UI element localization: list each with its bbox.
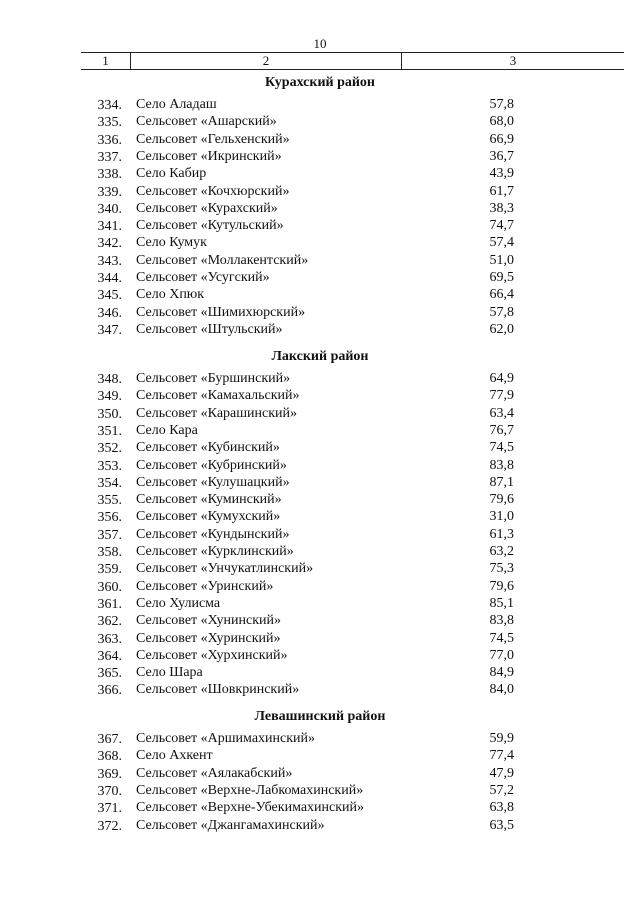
row-number: 342. bbox=[97, 236, 122, 252]
row-value: 77,0 bbox=[489, 647, 514, 663]
row-name: Сельсовет «Верхне-Убекимахинский» bbox=[136, 800, 365, 816]
table-row bbox=[0, 422, 640, 440]
row-name: Сельсовет «Кочхюрский» bbox=[136, 183, 290, 199]
row-number: 368. bbox=[97, 749, 122, 765]
row-value: 31,0 bbox=[489, 509, 514, 525]
section-title: Курахский район bbox=[264, 75, 376, 90]
row-number: 354. bbox=[97, 475, 122, 491]
row-value: 36,7 bbox=[489, 148, 514, 164]
table-row bbox=[0, 612, 640, 630]
row-name: Сельсовет «Шимихюрский» bbox=[136, 304, 306, 320]
row-number: 347. bbox=[97, 322, 122, 338]
row-number: 372. bbox=[97, 818, 122, 834]
table-row bbox=[0, 269, 640, 287]
table-row bbox=[0, 595, 640, 613]
table-row bbox=[0, 664, 640, 682]
row-number: 359. bbox=[97, 562, 122, 578]
row-value: 84,0 bbox=[489, 682, 514, 698]
table-row bbox=[0, 491, 640, 509]
table-row bbox=[0, 474, 640, 492]
row-number: 351. bbox=[97, 423, 122, 439]
row-value: 63,5 bbox=[489, 817, 514, 833]
row-name: Сельсовет «Унчукатлинский» bbox=[136, 561, 314, 577]
row-number: 366. bbox=[97, 683, 122, 699]
row-value: 61,3 bbox=[489, 526, 514, 542]
row-name: Сельсовет «Кубинский» bbox=[136, 440, 280, 456]
table-row bbox=[0, 304, 640, 322]
row-name: Сельсовет «Хунинский» bbox=[136, 613, 282, 629]
row-name: Село Шара bbox=[136, 665, 203, 681]
row-number: 346. bbox=[97, 305, 122, 321]
table-row bbox=[0, 508, 640, 526]
row-name: Село Хпюк bbox=[136, 287, 205, 303]
table-row bbox=[0, 148, 640, 166]
row-name: Сельсовет «Гельхенский» bbox=[136, 131, 290, 147]
table-row bbox=[0, 578, 640, 596]
row-value: 74,5 bbox=[489, 630, 514, 646]
row-name: Сельсовет «Кутульский» bbox=[136, 218, 284, 234]
table-row bbox=[0, 131, 640, 149]
row-number: 353. bbox=[97, 458, 122, 474]
table-row bbox=[0, 439, 640, 457]
row-number: 371. bbox=[97, 801, 122, 817]
row-name: Село Аладаш bbox=[136, 97, 217, 112]
row-value: 63,4 bbox=[489, 405, 514, 421]
row-value: 83,8 bbox=[489, 457, 514, 473]
row-value: 84,9 bbox=[489, 665, 514, 681]
row-name: Сельсовет «Хурхинский» bbox=[136, 647, 288, 663]
row-value: 69,5 bbox=[489, 270, 514, 285]
table-row bbox=[0, 370, 640, 388]
table-row bbox=[0, 799, 640, 817]
row-value: 75,3 bbox=[489, 561, 514, 577]
table-row bbox=[0, 817, 640, 835]
table-row bbox=[0, 286, 640, 304]
row-name: Сельсовет «Кундынский» bbox=[136, 526, 290, 542]
row-number: 345. bbox=[97, 288, 122, 304]
table-row bbox=[0, 234, 640, 252]
table-row bbox=[0, 730, 640, 748]
table-row bbox=[0, 630, 640, 648]
table-row bbox=[0, 387, 640, 405]
row-value: 66,4 bbox=[489, 287, 514, 303]
row-name: Сельсовет «Усугский» bbox=[136, 270, 270, 285]
row-number: 344. bbox=[97, 271, 122, 286]
row-number: 355. bbox=[97, 493, 122, 509]
row-value: 83,8 bbox=[489, 613, 514, 629]
row-name: Сельсовет «Икринский» bbox=[136, 148, 282, 164]
table-row bbox=[0, 183, 640, 201]
row-name: Сельсовет «Ашарский» bbox=[136, 114, 277, 130]
row-name: Сельсовет «Камахальский» bbox=[136, 388, 300, 404]
row-number: 361. bbox=[97, 596, 122, 612]
row-value: 85,1 bbox=[489, 595, 514, 611]
row-number: 349. bbox=[97, 389, 122, 405]
table-row bbox=[0, 457, 640, 475]
row-value: 79,6 bbox=[489, 578, 514, 594]
table-row bbox=[0, 543, 640, 561]
row-number: 357. bbox=[97, 527, 122, 543]
row-name: Село Кабир bbox=[136, 166, 207, 182]
section-title: Лакский район bbox=[271, 349, 369, 364]
table-row bbox=[0, 526, 640, 544]
row-value: 74,5 bbox=[489, 440, 514, 456]
row-number: 338. bbox=[97, 167, 122, 183]
row-number: 352. bbox=[97, 441, 122, 457]
row-value: 77,4 bbox=[489, 748, 514, 764]
row-number: 336. bbox=[97, 132, 122, 148]
table-row bbox=[0, 765, 640, 783]
row-value: 57,2 bbox=[489, 782, 514, 798]
row-name: Сельсовет «Хуринский» bbox=[136, 630, 281, 646]
row-number: 348. bbox=[97, 372, 122, 387]
row-name: Сельсовет «Штульский» bbox=[136, 321, 283, 337]
row-name: Село Хулисма bbox=[136, 595, 221, 611]
table-row bbox=[0, 321, 640, 339]
row-number: 362. bbox=[97, 614, 122, 630]
row-value: 62,0 bbox=[489, 321, 514, 337]
column-header-2: 2 bbox=[262, 53, 270, 68]
row-value: 61,7 bbox=[489, 183, 514, 199]
table-row bbox=[0, 200, 640, 218]
row-value: 57,4 bbox=[489, 235, 514, 251]
row-value: 66,9 bbox=[489, 131, 514, 147]
row-number: 367. bbox=[97, 732, 122, 747]
table-row bbox=[0, 252, 640, 270]
row-name: Сельсовет «Кулушацкий» bbox=[136, 474, 290, 490]
row-value: 64,9 bbox=[489, 371, 514, 386]
row-number: 356. bbox=[97, 510, 122, 526]
table-row bbox=[0, 560, 640, 578]
row-number: 334. bbox=[97, 98, 122, 113]
row-value: 57,8 bbox=[489, 97, 514, 112]
row-value: 76,7 bbox=[489, 422, 514, 438]
row-value: 68,0 bbox=[489, 114, 514, 130]
table-row bbox=[0, 165, 640, 183]
row-number: 337. bbox=[97, 149, 122, 165]
row-number: 363. bbox=[97, 631, 122, 647]
row-name: Село Ахкент bbox=[136, 748, 213, 764]
row-name: Сельсовет «Курахский» bbox=[136, 200, 278, 216]
row-value: 57,8 bbox=[489, 304, 514, 320]
row-number: 364. bbox=[97, 648, 122, 664]
row-value: 43,9 bbox=[489, 166, 514, 182]
row-name: Сельсовет «Джангамахинский» bbox=[136, 817, 325, 833]
row-name: Сельсовет «Карашинский» bbox=[136, 405, 298, 421]
table-row bbox=[0, 217, 640, 235]
row-name: Сельсовет «Уринский» bbox=[136, 578, 274, 594]
table-row bbox=[0, 681, 640, 699]
row-value: 74,7 bbox=[489, 218, 514, 234]
section-title: Левашинский район bbox=[254, 709, 386, 724]
row-number: 365. bbox=[97, 666, 122, 682]
row-value: 59,9 bbox=[489, 731, 514, 746]
row-number: 370. bbox=[97, 783, 122, 799]
row-value: 51,0 bbox=[489, 252, 514, 268]
table-row bbox=[0, 113, 640, 131]
column-header-1: 1 bbox=[102, 53, 109, 68]
row-name: Сельсовет «Аялакабский» bbox=[136, 765, 293, 781]
row-number: 350. bbox=[97, 406, 122, 422]
row-number: 369. bbox=[97, 766, 122, 782]
column-header-row bbox=[81, 52, 624, 70]
row-value: 77,9 bbox=[489, 388, 514, 404]
row-name: Сельсовет «Шовкринский» bbox=[136, 682, 300, 698]
row-value: 79,6 bbox=[489, 492, 514, 508]
table-row bbox=[0, 647, 640, 665]
row-value: 38,3 bbox=[489, 200, 514, 216]
row-name: Сельсовет «Верхне-Лабкомахинский» bbox=[136, 782, 364, 798]
row-name: Сельсовет «Кубринский» bbox=[136, 457, 287, 473]
row-value: 63,8 bbox=[489, 800, 514, 816]
row-number: 341. bbox=[97, 219, 122, 235]
row-number: 343. bbox=[97, 253, 122, 269]
row-number: 339. bbox=[97, 184, 122, 200]
table-row bbox=[0, 747, 640, 765]
row-value: 87,1 bbox=[489, 474, 514, 490]
column-header-3: 3 bbox=[509, 53, 517, 68]
row-number: 335. bbox=[97, 115, 122, 131]
row-number: 340. bbox=[97, 201, 122, 217]
page-number: 10 bbox=[313, 36, 327, 51]
row-name: Сельсовет «Куминский» bbox=[136, 492, 282, 508]
table-row bbox=[0, 782, 640, 800]
row-name: Сельсовет «Буршинский» bbox=[136, 371, 291, 386]
row-value: 63,2 bbox=[489, 544, 514, 559]
row-name: Сельсовет «Курклинский» bbox=[136, 544, 294, 559]
row-name: Село Кара bbox=[136, 422, 198, 438]
row-number: 360. bbox=[97, 579, 122, 595]
row-value: 47,9 bbox=[489, 765, 514, 781]
row-name: Сельсовет «Кумухский» bbox=[136, 509, 281, 525]
row-name: Село Кумук bbox=[136, 235, 207, 251]
table-row bbox=[0, 405, 640, 423]
row-number: 358. bbox=[97, 545, 122, 560]
row-name: Сельсовет «Моллакентский» bbox=[136, 252, 309, 268]
row-name: Сельсовет «Аршимахинский» bbox=[136, 731, 316, 746]
table-row bbox=[0, 96, 640, 114]
